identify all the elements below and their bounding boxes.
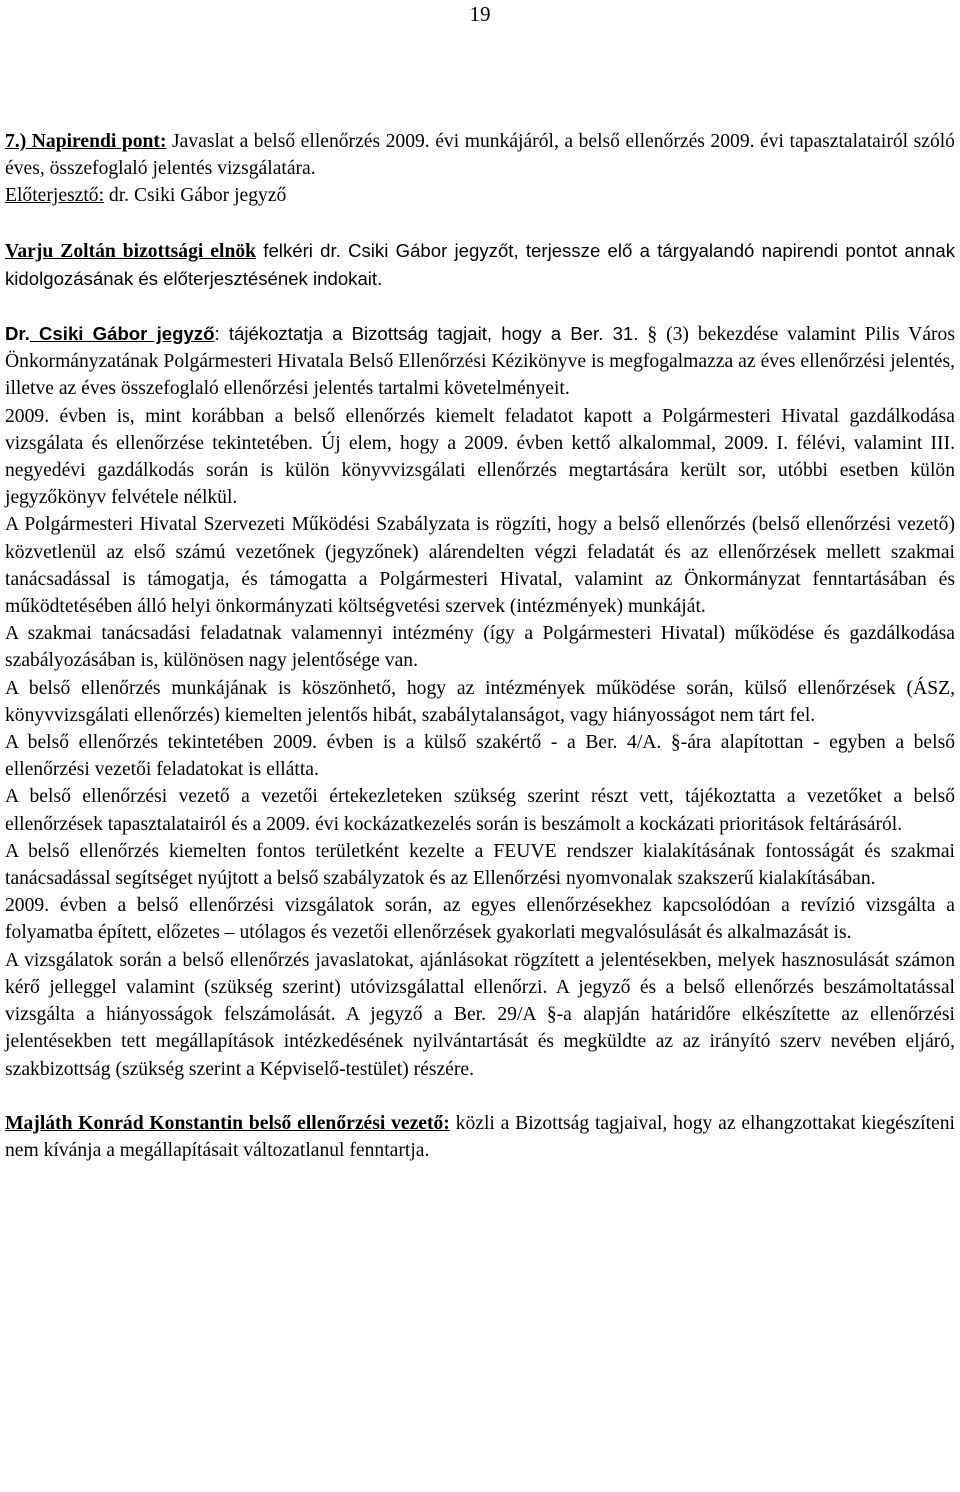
closing-paragraph	[5, 1110, 955, 1164]
agenda-text: Javaslat a belső ellenőrzés 2009. évi munkájáról, a belső ellenőrzés 2009. évi tapasztalatairól szóló éves, összefoglaló jelentés vizsgálatára.	[5, 131, 955, 180]
agenda-heading: 7.) Napirendi pont:	[5, 131, 167, 152]
presenter-name: dr. Csiki Gábor jegyző	[104, 185, 287, 207]
notary-prefix: Dr.	[5, 323, 30, 345]
body-paragraph-2: A Polgármesteri Hivatal Szervezeti Működési Szabályzata is rögzíti, hogy a belső ellenőrzés (belső ellenőrzési vezető) közvetlenül az első számú vezetőnek (jegyzőnek) alárendelten végzi feladatát és az ellenőrzések mellett szakmai tanácsadással is támogatja, és támogatta a Polgármesteri Hivatal, valamint az Önkormányzat fenntartásában és működtetésében álló helyi önkormányzati költségvetési szervek (intézmények) munkáját.	[5, 514, 955, 618]
closing-text: közli a Bizottság tagjaival, hogy az elhangzottakat kiegészíteni nem kívánja a megállapításait változatlanul fenntartja.	[5, 1112, 955, 1161]
chair-paragraph	[5, 237, 955, 293]
body-paragraph-8: 2009. évben a belső ellenőrzési vizsgálatok során, az egyes ellenőrzésekhez kapcsolódóan a revízió vizsgálta a folyamatba épített, előzetes – utólagos és vezetői ellenőrzések gyakorlati megvalósulását és alkalmazását is.	[5, 895, 955, 944]
chair-name: Varju Zoltán bizottsági elnök	[5, 240, 257, 262]
page-number: 19	[469, 2, 491, 26]
presenter-label: Előterjesztő:	[5, 185, 105, 207]
chair-text: felkéri dr. Csiki Gábor jegyzőt, terjessze elő a tárgyalandó napirendi pontot annak kidolgozásának és előterjesztésének indokait.	[5, 239, 955, 289]
body-paragraph-3: A szakmai tanácsadási feladatnak valamennyi intézmény (így a Polgármesteri Hivatal) működése és gazdálkodása szabályozásában is, különösen nagy jelentősége van.	[5, 623, 955, 672]
body-paragraph-9: A vizsgálatok során a belső ellenőrzés javaslatokat, ajánlásokat rögzített a jelentésekben, melyek hasznosulását számon kérő jelleggel valamint (szükség szerint) utóvizsgálattal ellenőrzi. A jegyző és a belső ellenőrzés beszámoltatással vizsgálta a hiányosságok felszámolását. A jegyző a Ber. 29/A §-a alapján határidőre elkészítette az ellenőrzési jelentésekben tett megállapítások intézkedésének nyilvántartását és megküldte az az irányító szerv nevében eljáró, szakbizottság (szükség szerint a Képviselő-testület) részére.	[5, 949, 955, 1080]
body-paragraph-5: A belső ellenőrzés tekintetében 2009. évben is a külső szakértő - a Ber. 4/A. §-ára alapítottan - egyben a belső ellenőrzési vezetői feladatokat is ellátta.	[5, 732, 955, 781]
notary-paragraph	[5, 320, 955, 403]
notary-text: : tájékoztatja a Bizottság tagjait, hogy a Ber. 31.	[214, 323, 639, 345]
body-paragraph-7: A belső ellenőrzés kiemelten fontos területként kezelte a FEUVE rendszer kialakításának fontosságát és szakmai tanácsadással segítséget nyújtott a belső szabályzatok és az Ellenőrzési nyomvonalak szakszerű kialakításában.	[5, 840, 955, 890]
body-paragraph-1: 2009. évben is, mint korábban a belső ellenőrzés kiemelt feladatot kapott a Polgármesteri Hivatal gazdálkodása vizsgálata és ellenőrzése tekintetében. Új elem, hogy a 2009. évben kettő alkalommal, 2009. I. félévi, valamint III. negyedévi gazdálkodás során is külön könyvvizsgálati ellenőrzés megtartására került sor, utóbbi esetben külön jegyzőkönyv felvétele nélkül.	[5, 405, 955, 509]
closing-name: Majláth Konrád Konstantin belső ellenőrzési vezető:	[5, 1112, 450, 1134]
document-body	[5, 128, 955, 1164]
body-paragraph-6: A belső ellenőrzési vezető a vezetői értekezleteken szükség szerint részt vett, tájékoztatta a vezetőket a belső ellenőrzések tapasztalatairól és a 2009. évi kockázatkezelés során is beszámolt a kockázati prioritások feltárásáról.	[5, 786, 955, 835]
agenda-item-7	[5, 128, 955, 182]
body-paragraph-4: A belső ellenőrzés munkájának is köszönhető, hogy az intézmények működése során, külső ellenőrzések (ÁSZ, könyvvizsgálati ellenőrzés) kiemelten jelentős hibát, szabálytalanságot, vagy hiányosságot nem tárt fel.	[5, 677, 955, 726]
notary-name: Csiki Gábor jegyző	[29, 323, 215, 345]
presenter-line	[5, 182, 955, 209]
notary-text-cont: § (3) bekezdése valamint Pilis Város Önkormányzatának Polgármesteri Hivatala Belső Ellenőrzési Kézikönyve is megfogalmazza az éves ellenőrzési jelentés, illetve az éves összefoglaló ellenőrzési jelentés tartalmi követelményeit.	[5, 324, 955, 400]
